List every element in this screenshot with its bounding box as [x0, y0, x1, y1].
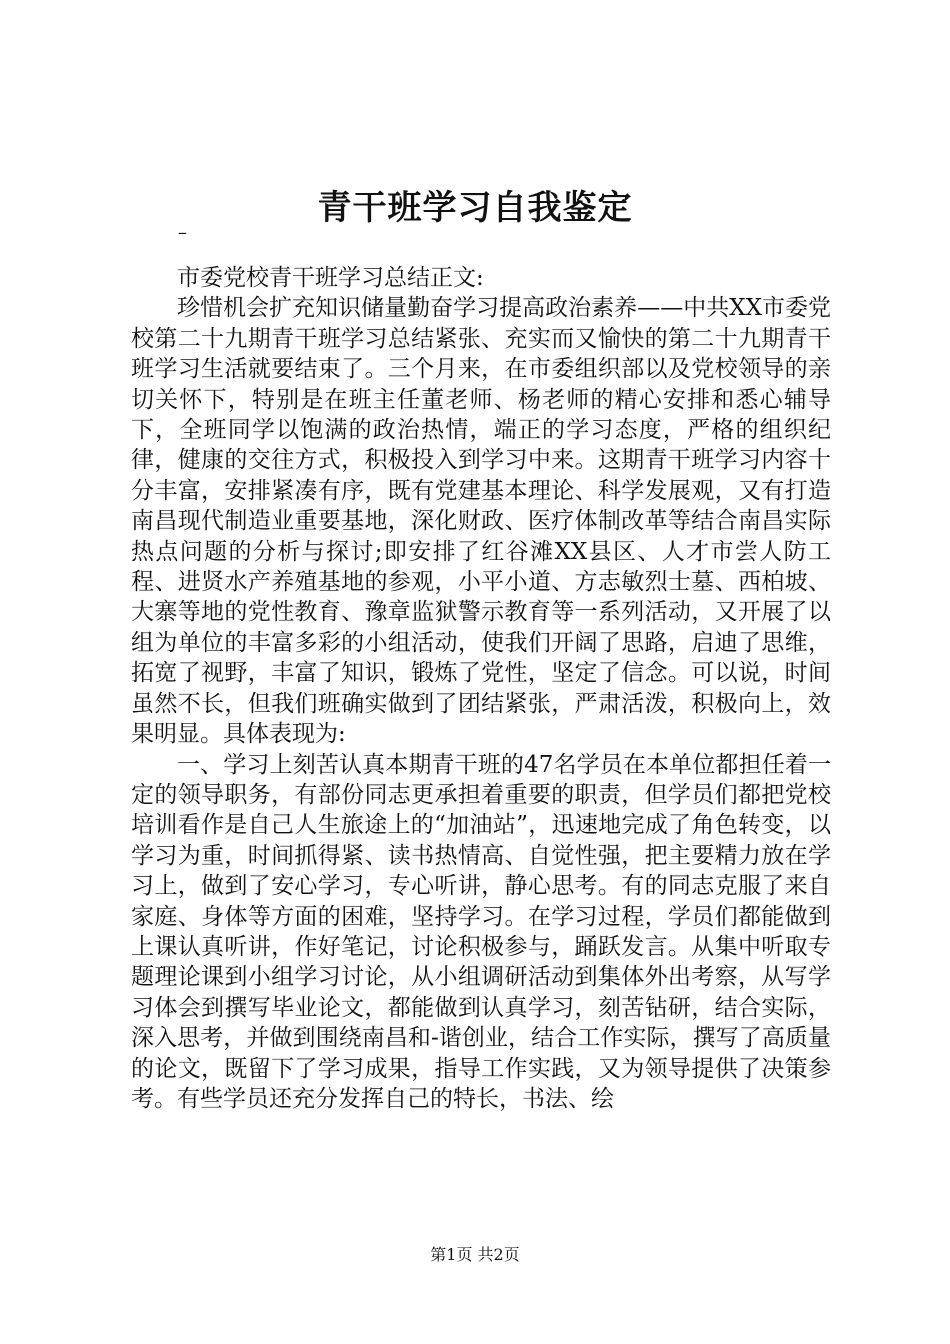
- document-body: [131, 263, 831, 1114]
- paragraph: 一、学习上刻苦认真本期青干班的47名学员在本单位都担任着一定的领导职务，有部份同志更承担着重要的职责，但学员们都把党校培训看作是自己人生旅途上的“加油站”，迅速地完成了角色转变，以学习为重，时间抓得紧、读书热情高、自觉性强，把主要精力放在学习上，做到了安心学习，专心听讲，静心思考。有的同志克服了来自家庭、身体等方面的困难，坚持学习。在学习过程，学员们都能做到上课认真听讲，作好笔记，讨论积极参与，踊跃发言。从集中听取专题理论课到小组学习讨论，从小组调研活动到集体外出考察，从写学习体会到撰写毕业论文，都能做到认真学习，刻苦钻研，结合实际，深入思考，并做到围绕南昌和-谐创业，结合工作实际，撰写了高质量的论文，既留下了学习成果，指导工作实践，又为领导提供了决策参考。有些学员还充分发挥自己的特长，书法、绘: [131, 751, 831, 1112]
- page-number: 第1页 共2页: [430, 1245, 520, 1264]
- document-title: 青干班学习自我鉴定: [317, 188, 633, 228]
- paragraph-heading: 市委党校青干班学习总结正文:: [177, 265, 484, 291]
- title-dash: –: [178, 222, 187, 243]
- paragraph: 珍惜机会扩充知识储量勤奋学习提高政治素养——中共XX市委党校第二十九期青干班学习总结紧张、充实而又愉快的第二十九期青干班学习生活就要结束了。三个月来，在市委组织部以及党校领导的亲切关怀下，特别是在班主任董老师、杨老师的精心安排和悉心辅导下，全班同学以饱满的政治热情，端正的学习态度，严格的组织纪律，健康的交往方式，积极投入到学习中来。这期青干班学习内容十分丰富，安排紧凑有序，既有党建基本理论、科学发展观，又有打造南昌现代制造业重要基地，深化财政、医疗体制改革等结合南昌实际热点问题的分析与探讨;即安排了红谷滩XX县区、人才市尝人防工程、进贤水产养殖基地的参观，小平小道、方志敏烈士墓、西柏坡、大寨等地的党性教育、豫章监狱警示教育等一系列活动，又开展了以组为单位的丰富多彩的小组活动，使我们开阔了思路，启迪了思维，拓宽了视野，丰富了知识，锻炼了党性，坚定了信念。可以说，时间虽然不长，但我们班确实做到了团结紧张，严肃活泼，积极向上，效果明显。具体表现为:: [131, 295, 831, 748]
